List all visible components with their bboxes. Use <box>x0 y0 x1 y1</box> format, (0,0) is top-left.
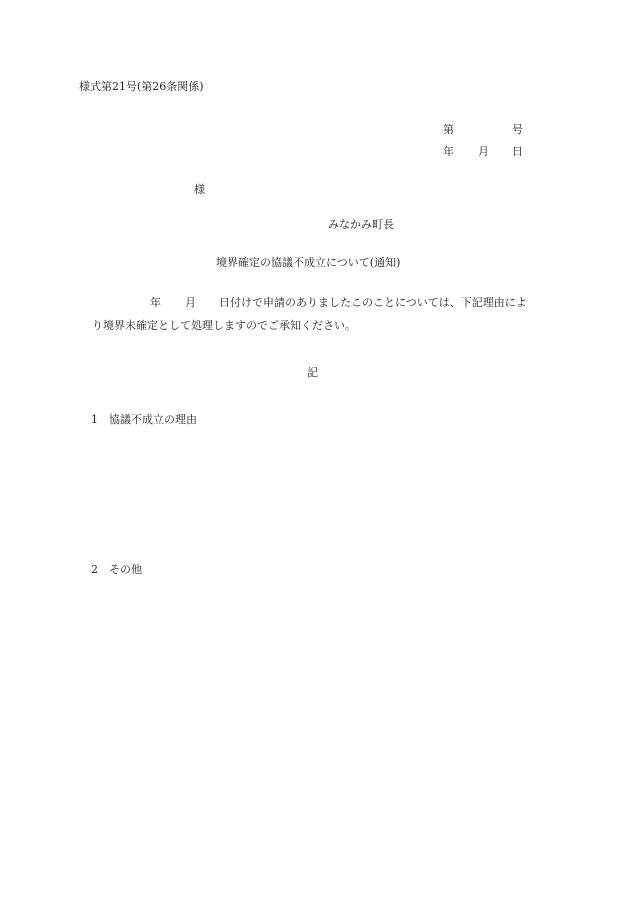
form-number: 様式第21号(第26条関係) <box>79 80 204 93</box>
number-prefix: 第 <box>443 123 454 136</box>
body-line-1: 日付けで申請のありましたこのことについては、下記理由によ <box>219 296 527 309</box>
date-day: 日 <box>512 145 523 158</box>
number-suffix: 号 <box>512 123 523 136</box>
document-title: 境界確定の協議不成立について(通知) <box>216 256 401 269</box>
addressee-suffix: 様 <box>194 183 205 196</box>
sender-name: みなかみ町長 <box>328 218 394 231</box>
item-1-number: 1 <box>91 413 98 426</box>
item-2-number: 2 <box>91 563 98 576</box>
body-year: 年 <box>150 296 161 309</box>
body-line-2: り境界未確定として処理しますのでご承知ください。 <box>92 319 356 332</box>
item-2-label: その他 <box>109 563 142 576</box>
body-month: 月 <box>185 296 196 309</box>
ki-heading: 記 <box>307 366 318 379</box>
item-1-label: 協議不成立の理由 <box>109 413 197 426</box>
date-month: 月 <box>478 145 489 158</box>
date-year: 年 <box>443 145 454 158</box>
